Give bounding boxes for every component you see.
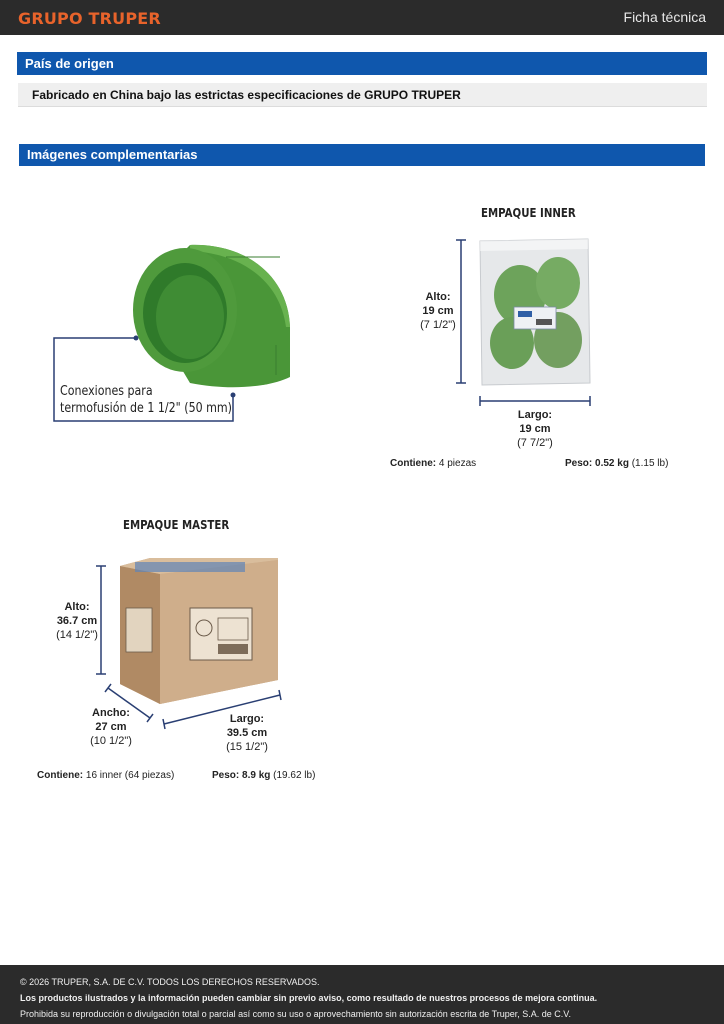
master-alto-label: Alto: xyxy=(64,601,90,613)
master-ancho-in: (10 1/2") xyxy=(90,735,132,747)
master-peso-lb: (19.62 lb) xyxy=(273,770,316,781)
caption-size: termofusión de 1 1/2" xyxy=(60,401,181,416)
inner-largo xyxy=(508,408,562,450)
footer-prohibition: Prohibida su reproducción o divulgación total o parcial así como su uso o aprovechamiento sin autorización escrita de Truper, S.A. de C.V. xyxy=(20,1009,571,1019)
inner-largo-in: (7 7/2") xyxy=(517,437,553,449)
inner-contiene-value: 4 piezas xyxy=(438,458,477,469)
master-ancho xyxy=(86,706,136,748)
master-alto xyxy=(52,600,102,642)
inner-title: EMPAQUE INNER xyxy=(481,206,576,220)
master-alto-cm: 36.7 cm xyxy=(56,615,98,627)
brand-logo: GRUPO TRUPER xyxy=(18,9,161,28)
inner-contiene xyxy=(390,458,476,469)
section-title: País de origen xyxy=(25,56,114,71)
footer xyxy=(0,965,724,1024)
inner-peso-value: 0.52 kg xyxy=(595,458,629,469)
master-ancho-cm: 27 cm xyxy=(95,721,127,733)
master-contiene-value: 16 inner (64 piezas) xyxy=(85,770,175,781)
inner-alto-cm: 19 cm xyxy=(422,305,454,317)
master-largo xyxy=(220,712,274,754)
inner-largo-cm: 19 cm xyxy=(519,423,551,435)
master-peso-label: Peso: xyxy=(212,770,240,781)
master-largo-in: (15 1/2") xyxy=(226,741,268,753)
caption-line1: Conexiones para xyxy=(60,384,153,399)
master-box-image xyxy=(90,552,290,732)
inner-peso xyxy=(565,458,668,469)
inner-peso-label: Peso: xyxy=(565,458,593,469)
master-largo-label: Largo: xyxy=(229,713,265,725)
section-title: Imágenes complementarias xyxy=(27,147,198,162)
section-header-origin xyxy=(17,52,707,75)
caption-line2 xyxy=(60,401,232,416)
product-caption xyxy=(53,380,233,422)
master-contiene-label: Contiene: xyxy=(37,770,84,781)
inner-peso-lb: (1.15 lb) xyxy=(631,458,669,469)
master-alto-in: (14 1/2") xyxy=(56,629,98,641)
inner-largo-label: Largo: xyxy=(517,409,553,421)
section-header-images xyxy=(19,144,705,166)
footer-copyright: © 2026 TRUPER, S.A. DE C.V. TODOS LOS DERECHOS RESERVADOS. xyxy=(20,977,320,987)
inner-bag-image xyxy=(450,235,600,410)
master-peso-value: 8.9 kg xyxy=(242,770,271,781)
master-ancho-label: Ancho: xyxy=(92,707,130,719)
origin-text: Fabricado en China bajo las estrictas especificaciones de GRUPO TRUPER xyxy=(18,83,707,107)
document-type: Ficha técnica xyxy=(623,9,706,25)
top-bar xyxy=(0,0,724,35)
inner-alto-in: (7 1/2") xyxy=(420,319,456,331)
inner-alto-label: Alto: xyxy=(425,291,451,303)
inner-alto xyxy=(412,290,464,332)
master-largo-cm: 39.5 cm xyxy=(226,727,268,739)
master-peso xyxy=(212,770,315,781)
master-title: EMPAQUE MASTER xyxy=(123,518,230,532)
caption-mm: (50 mm) xyxy=(184,401,232,416)
footer-notice: Los productos ilustrados y la información pueden cambiar sin previo aviso, como resultado de nuestros procesos de mejora continua. xyxy=(20,993,598,1003)
master-contiene xyxy=(37,770,174,781)
inner-contiene-label: Contiene: xyxy=(390,458,437,469)
